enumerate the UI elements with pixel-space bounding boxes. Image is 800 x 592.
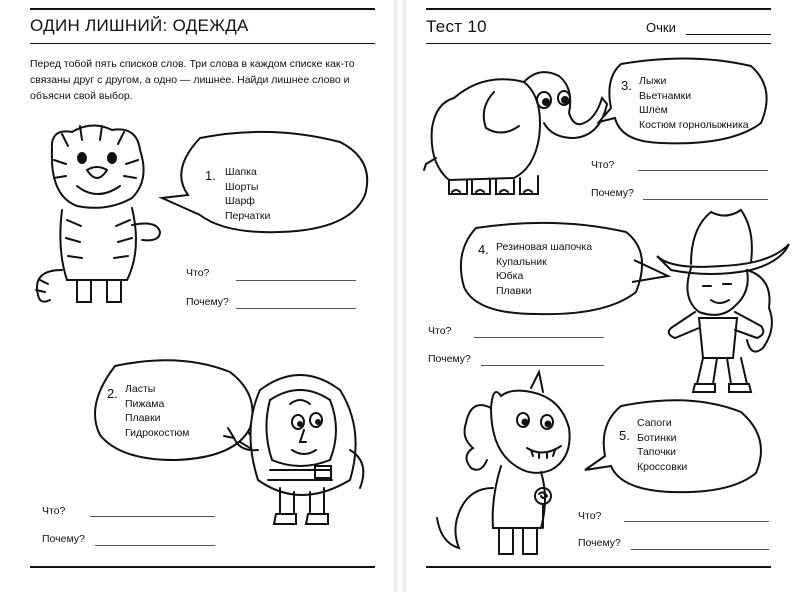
title-rule [30, 43, 375, 44]
why-label: Почему? [42, 533, 85, 545]
answer-line-what-1[interactable] [236, 280, 356, 281]
elephant-illustration [424, 68, 609, 208]
answer-line-what-2[interactable] [90, 516, 215, 517]
page-title: ОДИН ЛИШНИЙ: ОДЕЖДА [30, 16, 249, 35]
what-label: Что? [578, 510, 602, 522]
answer-line-why-2[interactable] [95, 545, 215, 546]
answer-line-what-4[interactable] [474, 337, 604, 338]
list-item: Сапоги [637, 417, 672, 429]
list-item: Плавки [125, 412, 161, 424]
why-label: Почему? [186, 296, 229, 308]
list-item: Шапка [225, 166, 257, 178]
list-item: Юбка [496, 270, 524, 282]
word-list [639, 74, 749, 132]
cowgirl-illustration [651, 208, 796, 403]
tiger-illustration [32, 120, 182, 315]
word-list [637, 416, 687, 474]
answer-line-why-4[interactable] [481, 365, 604, 366]
title-rule [426, 43, 771, 44]
score-label: Очки [646, 20, 676, 35]
answer-line-what-5[interactable] [624, 521, 769, 522]
list-item: Шлем [639, 104, 668, 116]
list-item: Пижама [125, 397, 165, 410]
word-list [225, 165, 270, 223]
right-page [406, 0, 800, 592]
list-item: Перчатки [225, 209, 271, 222]
list-item: Костюм горнолыжника [639, 118, 749, 131]
list-item: Лыжи [639, 75, 667, 87]
bottom-rule [30, 566, 375, 568]
answer-line-why-5[interactable] [631, 549, 769, 550]
test-title: Тест 10 [426, 17, 487, 36]
list-item: Купальник [496, 255, 547, 268]
why-label: Почему? [428, 353, 471, 365]
list-item: Тапочки [637, 446, 677, 458]
list-item: Кроссовки [637, 460, 688, 473]
list-number: 2. [107, 386, 118, 401]
why-label: Почему? [591, 187, 634, 199]
what-label: Что? [42, 505, 66, 517]
what-label: Что? [186, 267, 210, 279]
list-item: Ботинки [637, 431, 677, 444]
what-label: Что? [428, 325, 452, 337]
astronaut-illustration [230, 370, 370, 545]
list-number: 3. [621, 78, 632, 93]
answer-line-why-3[interactable] [643, 199, 768, 200]
list-item: Плавки [496, 284, 532, 297]
answer-line-why-1[interactable] [236, 308, 356, 309]
list-item: Гидрокостюм [125, 426, 190, 439]
intro-text: Перед тобой пять списков слов. Три слова в каждом списке как-то связаны друг с другом, а одно — лишнее. Найди лишнее слово и объясни свой выбор. [30, 58, 355, 102]
what-label: Что? [591, 159, 615, 171]
word-list [125, 382, 189, 440]
list-item: Вьетнамки [639, 89, 692, 102]
list-item: Ласты [125, 383, 156, 395]
list-item: Шарф [225, 195, 255, 207]
top-rule [426, 8, 771, 10]
book-spine [394, 0, 406, 592]
answer-line-what-3[interactable] [638, 170, 768, 171]
left-page [0, 0, 394, 592]
why-label: Почему? [578, 537, 621, 549]
list-number: 5. [619, 428, 630, 443]
list-number: 1. [205, 168, 216, 183]
top-rule [30, 8, 375, 10]
score-line[interactable] [686, 34, 771, 35]
bottom-rule [426, 566, 771, 568]
list-item: Резиновая шапочка [496, 241, 593, 253]
word-list [496, 240, 592, 298]
list-number: 4. [478, 242, 489, 257]
list-item: Шорты [225, 180, 259, 193]
unicorn-illustration [431, 378, 581, 568]
